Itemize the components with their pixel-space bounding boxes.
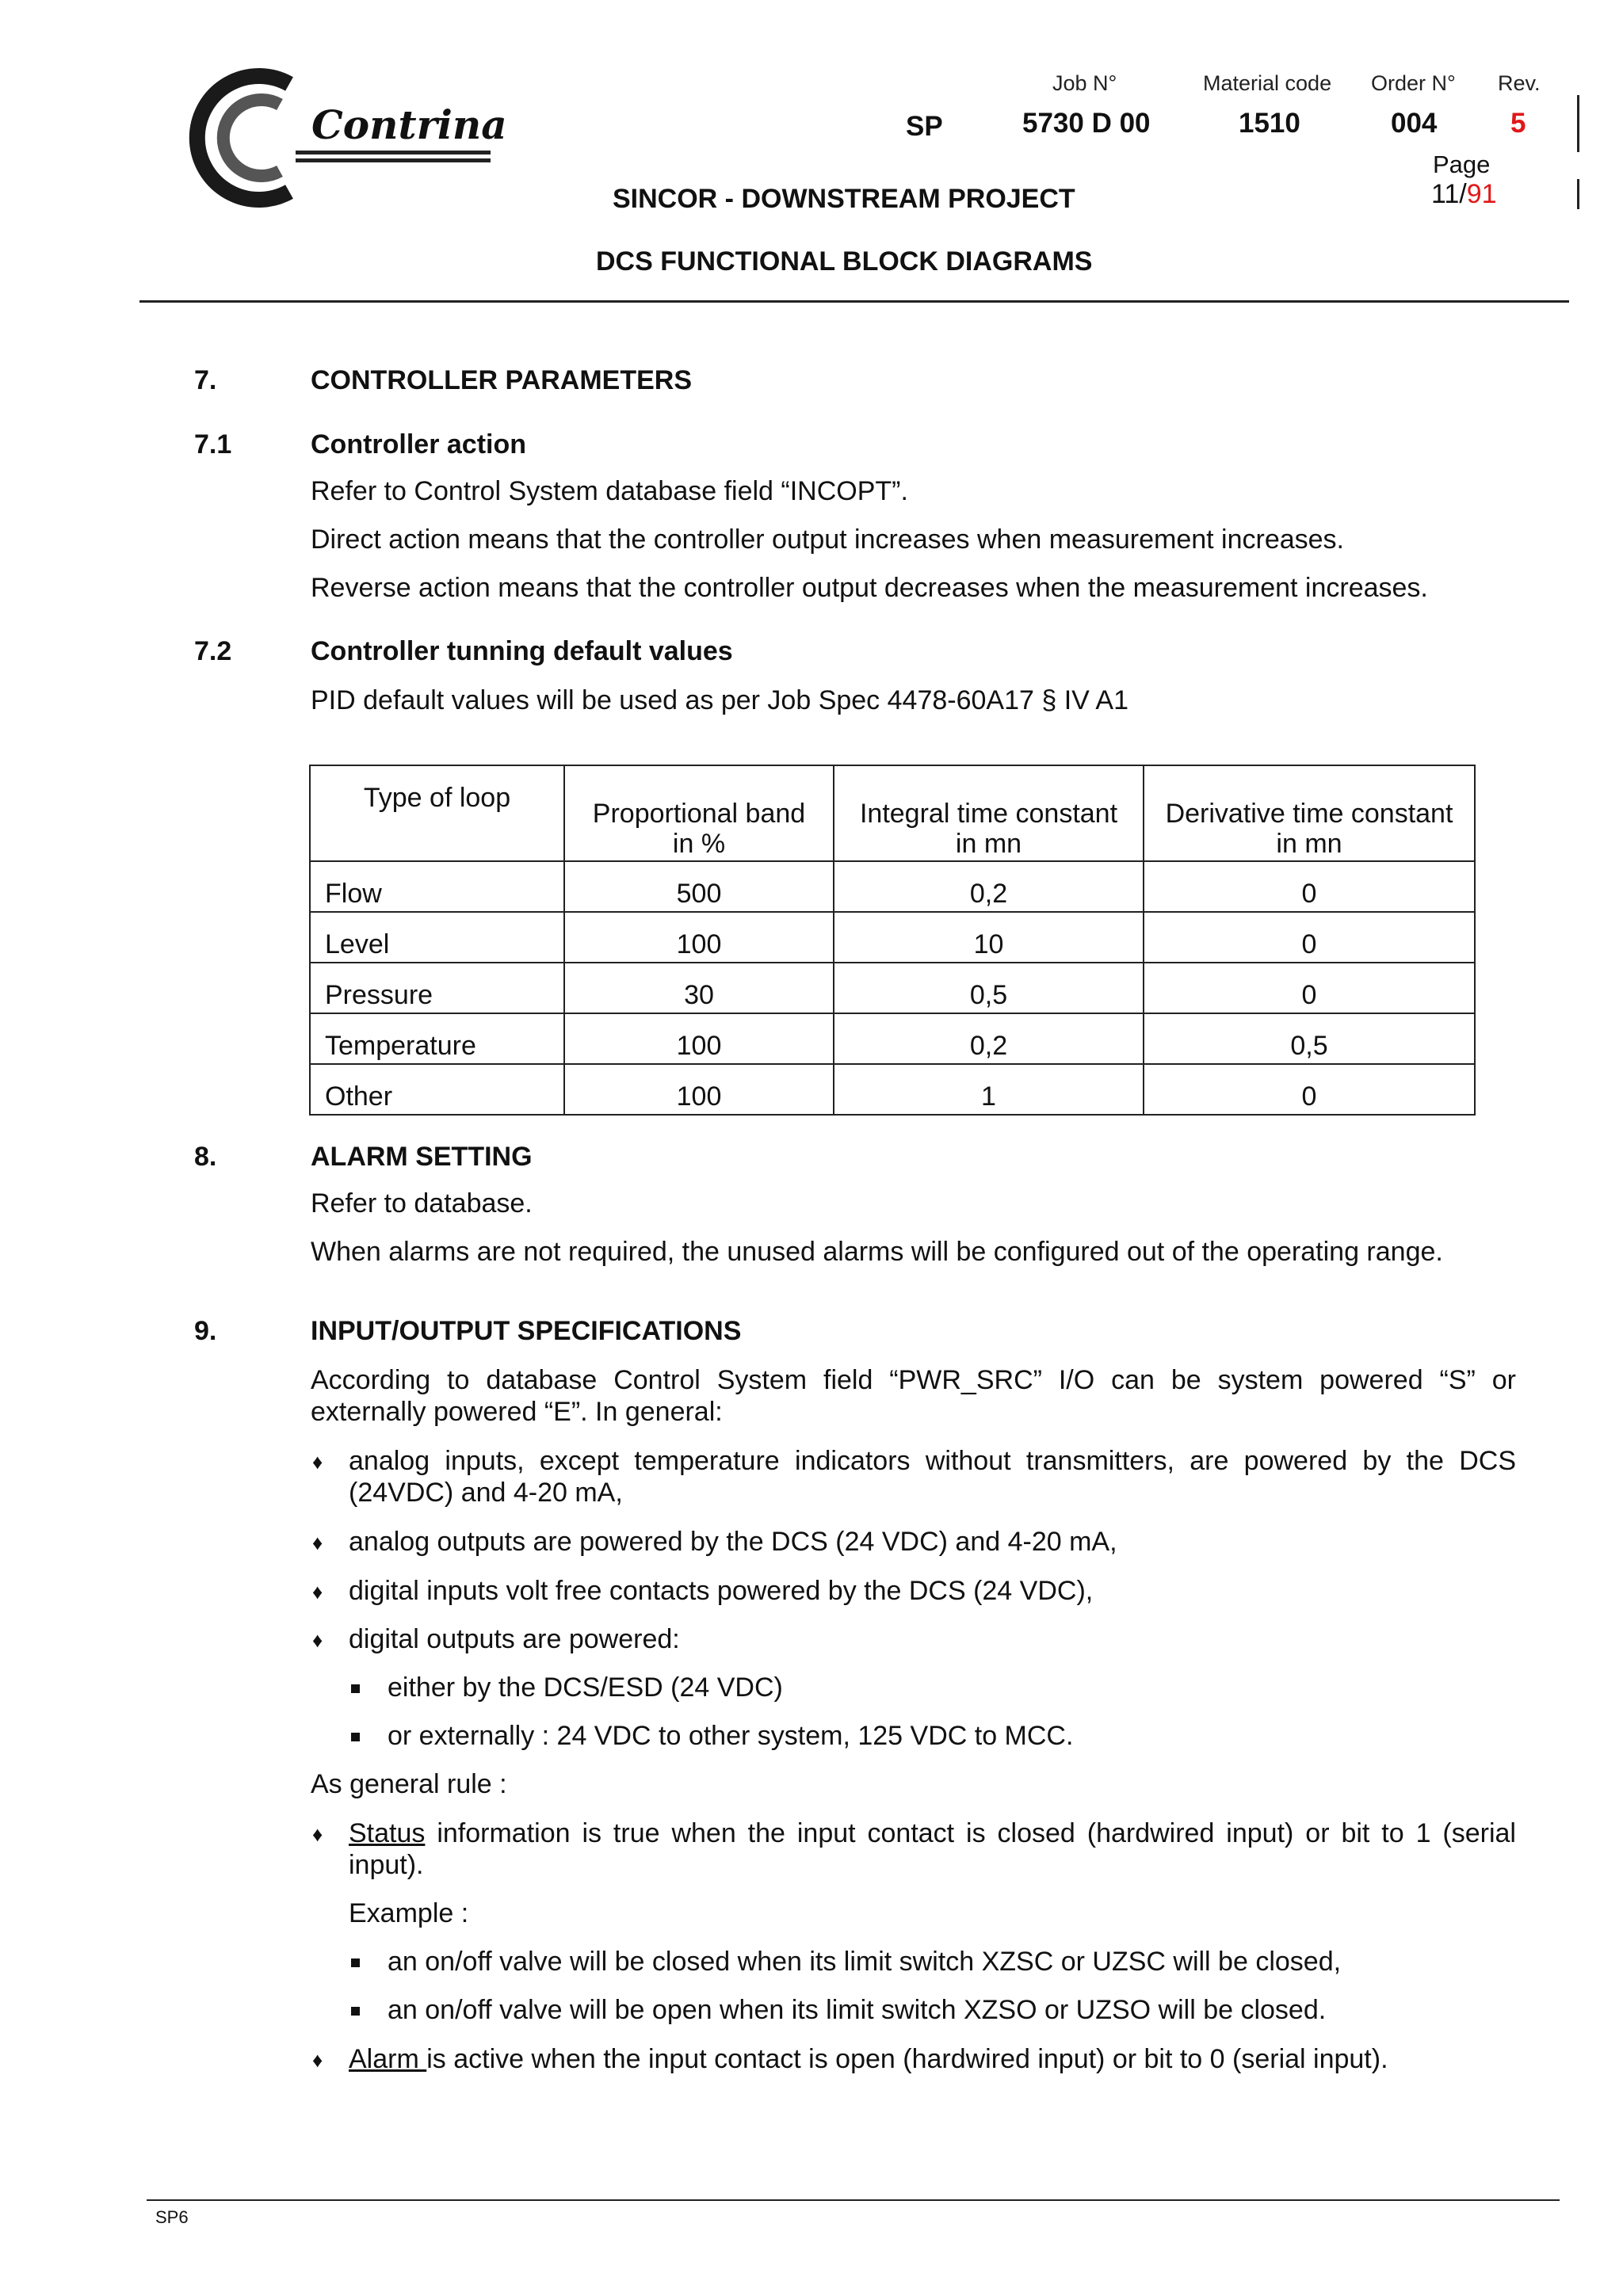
header-text: Derivative time constant [1165, 799, 1453, 829]
table-header-cell [1144, 765, 1475, 861]
table-cell: 0 [1144, 1064, 1475, 1115]
table-cell: 0,2 [834, 861, 1144, 912]
sub-list-item: an on/off valve will be closed when its limit switch XZSC or UZSC will be closed, [388, 1947, 1342, 1977]
header-text: Proportional band [592, 799, 806, 829]
table-header-cell [310, 765, 564, 861]
footer-code: SP6 [155, 2207, 189, 2227]
company-name: Contrina [311, 101, 507, 148]
document-title: DCS FUNCTIONAL BLOCK DIAGRAMS [596, 246, 1093, 277]
table-cell: 0,5 [834, 963, 1144, 1013]
header-unit: in % [672, 829, 726, 859]
table-cell: 0,2 [834, 1013, 1144, 1064]
square-bullet-icon [351, 2007, 360, 2016]
table-cell: 0 [1144, 861, 1475, 912]
diamond-bullet-icon: ♦ [312, 1822, 323, 1846]
table-header-row [310, 765, 1475, 861]
section-9-title: INPUT/OUTPUT SPECIFICATIONS [311, 1316, 742, 1346]
project-title: SINCOR - DOWNSTREAM PROJECT [613, 184, 1075, 214]
company-logo [162, 67, 507, 209]
table-header-cell [834, 765, 1144, 861]
list-item [349, 2043, 1388, 2075]
material-code-value: 1510 [1239, 108, 1300, 139]
diamond-bullet-icon: ♦ [312, 2048, 323, 2072]
table-cell: Other [310, 1064, 564, 1115]
table-header-cell [564, 765, 834, 861]
paragraph: Reverse action means that the controller output decreases when the measurement increases. [311, 573, 1428, 603]
list-item: analog outputs are powered by the DCS (24 VDC) and 4-20 mA, [349, 1527, 1117, 1557]
section-7-1-title: Controller action [311, 429, 527, 460]
header-unit: in mn [1276, 829, 1342, 859]
order-no-label: Order N° [1371, 71, 1456, 95]
alarm-text: is active when the input contact is open (hardwired input) or bit to 0 (serial input). [426, 2044, 1388, 2074]
sub-list-item: either by the DCS/ESD (24 VDC) [388, 1672, 783, 1703]
table-cell: Level [310, 912, 564, 963]
order-no-value: 004 [1391, 108, 1438, 139]
header-vertical-rule-2 [1577, 179, 1579, 209]
paragraph: When alarms are not required, the unused alarms will be configured out of the operating range. [311, 1237, 1443, 1267]
list-item: digital inputs volt free contacts powered by the DCS (24 VDC), [349, 1576, 1094, 1606]
table-cell: 1 [834, 1064, 1144, 1115]
table-cell: 100 [564, 1064, 834, 1115]
section-7-number: 7. [194, 365, 217, 395]
table-cell: 0 [1144, 963, 1475, 1013]
diamond-bullet-icon: ♦ [312, 1580, 323, 1604]
table-cell: Temperature [310, 1013, 564, 1064]
section-8-title: ALARM SETTING [311, 1142, 533, 1172]
paragraph: As general rule : [311, 1769, 507, 1799]
table-row [310, 1013, 1475, 1064]
header-text: Type of loop [363, 783, 511, 813]
table-row [310, 861, 1475, 912]
diamond-bullet-icon: ♦ [312, 1450, 323, 1474]
square-bullet-icon [351, 1684, 360, 1693]
page-label: Page [1433, 151, 1491, 178]
section-7-2-number: 7.2 [194, 636, 232, 666]
section-8-number: 8. [194, 1142, 217, 1172]
diamond-bullet-icon: ♦ [312, 1628, 323, 1652]
table-cell: 500 [564, 861, 834, 912]
header-vertical-rule [1577, 95, 1579, 152]
footer-rule [147, 2199, 1560, 2201]
list-item: (24VDC) and 4-20 mA, [349, 1478, 623, 1508]
table-cell: Pressure [310, 963, 564, 1013]
table-row [310, 1064, 1475, 1115]
table-row [310, 912, 1475, 963]
square-bullet-icon [351, 1958, 360, 1967]
alarm-term: Alarm [349, 2044, 427, 2074]
job-no-value: 5730 D 00 [1022, 108, 1151, 139]
table-cell: 30 [564, 963, 834, 1013]
status-text: information is true when the input contact is closed (hardwired input) or bit to 1 (serial [425, 1818, 1516, 1848]
paragraph: Refer to database. [311, 1188, 533, 1219]
list-item: digital outputs are powered: [349, 1624, 680, 1654]
job-no-label: Job N° [1052, 71, 1117, 95]
paragraph: According to database Control System field “PWR_SRC” I/O can be system powered “S” or [311, 1365, 1516, 1395]
list-item: analog inputs, except temperature indicators without transmitters, are powered by the DCS [349, 1446, 1516, 1476]
material-code-label: Material code [1203, 71, 1332, 95]
rev-value: 5 [1510, 108, 1526, 139]
list-item [349, 1817, 1516, 1849]
header-unit: in mn [955, 829, 1022, 859]
section-7-2-title: Controller tunning default values [311, 636, 733, 666]
table-cell: 100 [564, 1013, 834, 1064]
section-7-1-number: 7.1 [194, 429, 232, 460]
table-cell: 0 [1144, 912, 1475, 963]
status-term: Status [349, 1818, 426, 1848]
page-current: 11/ [1431, 179, 1467, 209]
header-rule [139, 300, 1569, 303]
doc-type: SP [906, 111, 943, 142]
sub-list-item: or externally : 24 VDC to other system, 125 VDC to MCC. [388, 1721, 1074, 1751]
table-cell: 100 [564, 912, 834, 963]
list-item: input). [349, 1850, 424, 1880]
paragraph: PID default values will be used as per Job Spec 4478-60A17 § IV A1 [311, 685, 1128, 715]
paragraph: Example : [349, 1898, 469, 1928]
header-text: Integral time constant [859, 799, 1118, 829]
paragraph: Direct action means that the controller output increases when measurement increases. [311, 524, 1344, 555]
sub-list-item: an on/off valve will be open when its limit switch XZSO or UZSO will be closed. [388, 1995, 1327, 2025]
table-cell: 0,5 [1144, 1013, 1475, 1064]
paragraph: Refer to Control System database field “INCOPT”. [311, 476, 908, 506]
table-cell: Flow [310, 861, 564, 912]
page-number [1431, 179, 1497, 210]
diamond-bullet-icon: ♦ [312, 1531, 323, 1554]
table-row [310, 963, 1475, 1013]
rev-label: Rev. [1498, 71, 1541, 95]
table-cell: 10 [834, 912, 1144, 963]
pid-defaults-table [309, 765, 1476, 1116]
page-total: 91 [1466, 179, 1497, 209]
square-bullet-icon [351, 1733, 360, 1741]
paragraph: externally powered “E”. In general: [311, 1397, 723, 1427]
section-7-title: CONTROLLER PARAMETERS [311, 365, 693, 395]
section-9-number: 9. [194, 1316, 217, 1346]
